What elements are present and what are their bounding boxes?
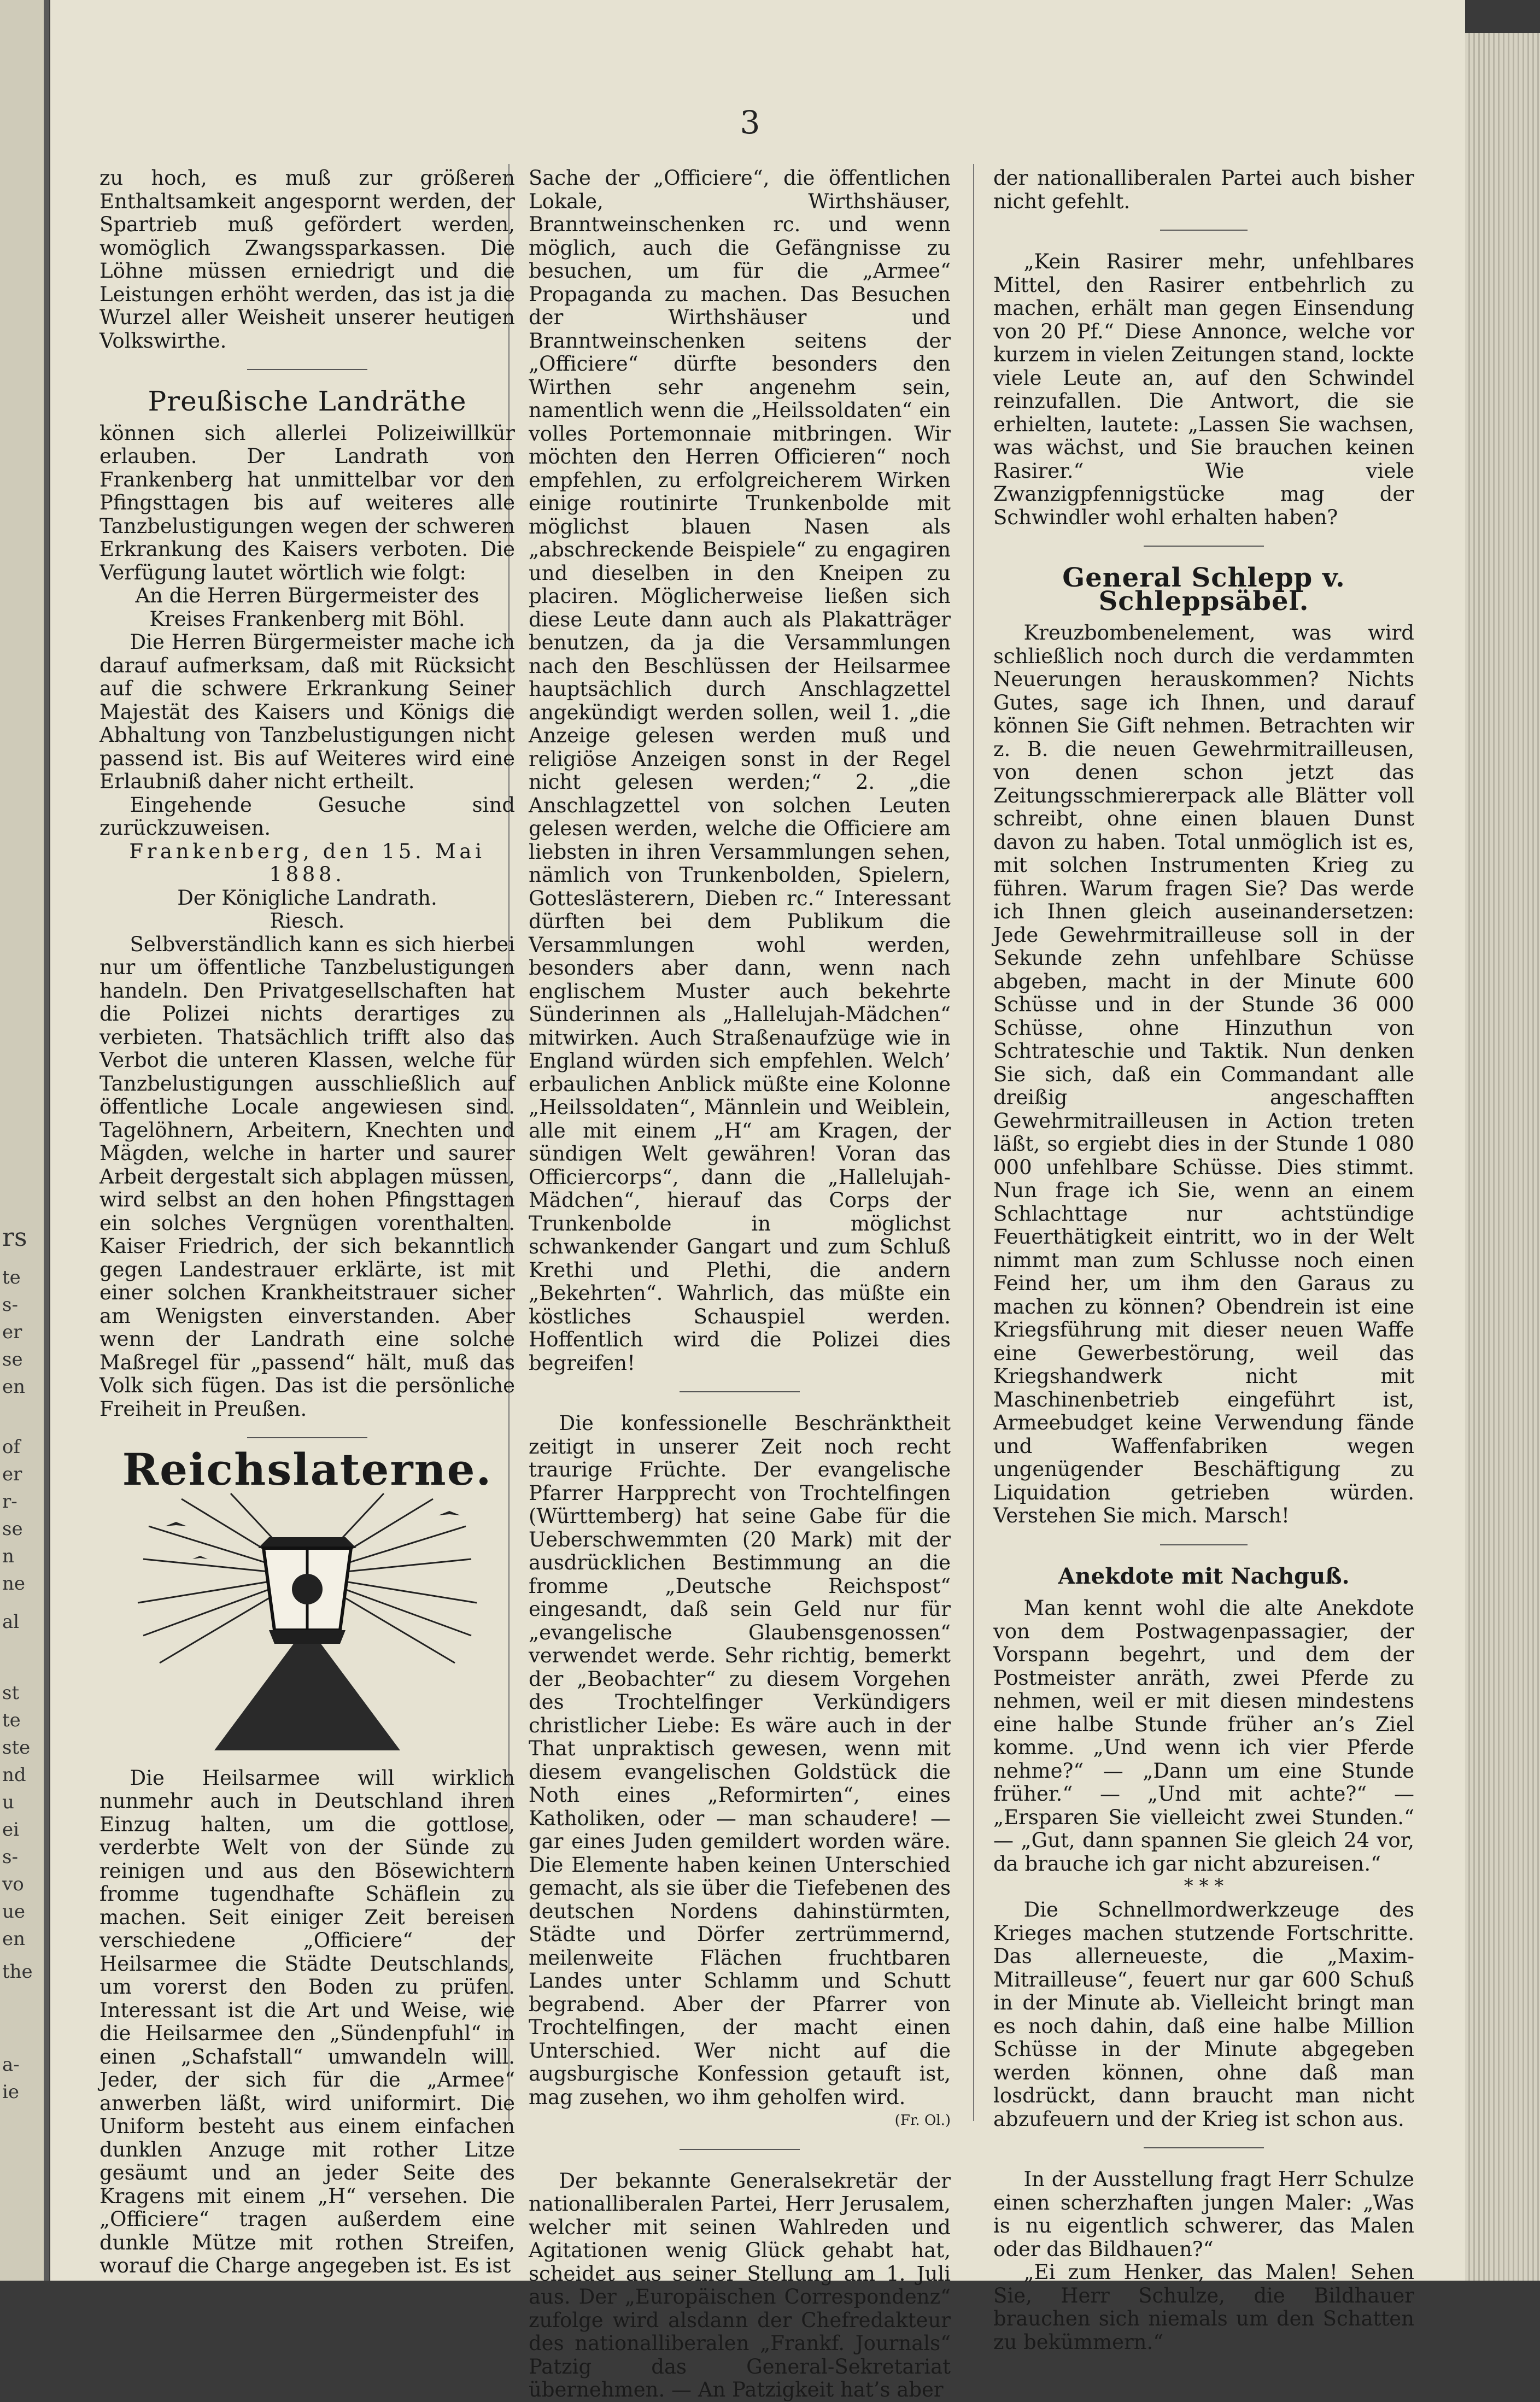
left-fragment: s- — [2, 1846, 18, 1868]
left-fragment: se — [2, 1518, 23, 1540]
lantern-illustration — [132, 1493, 482, 1750]
left-fragment: ie — [2, 2081, 19, 2103]
separator — [1160, 230, 1248, 231]
separator — [247, 1437, 367, 1438]
landraethe-signature: Riesch. — [270, 909, 345, 933]
separator — [247, 369, 367, 370]
left-fragment: ei — [2, 1819, 19, 1841]
headline-landraethe: Preußische Landräthe — [148, 385, 467, 417]
jerusalem-paragraph: Der bekannte Generalsekretär der nationalliberalen Partei, Herr Jerusalem, welcher mit seinen Wahlreden und Agitationen wenig Glück gehabt hat, scheidet aus seiner Stellung am 1. Juli aus. Der „Europäischen Correspondenz“ zufolge wird alsdann der Chefredakteur des nationalliberalen „Frankf. Journals“ Patzig das General-Sekretariat übernehmen. — An Patzigkeit hat’s aber — [529, 2169, 951, 2401]
left-fragment: n — [2, 1545, 14, 1567]
left-fragment: al — [2, 1611, 20, 1633]
left-fragment: the — [2, 1961, 33, 1983]
separator — [680, 1391, 800, 1392]
rasirer-paragraph: „Kein Rasirer mehr, unfehlbares Mittel, den Rasirer entbehrlich zu machen, erhält man gegen Einsendung von 20 Pf.“ Diese Annonce, welche vor kurzem in vielen Zeitungen stand, lockte viele Leute an, auf den Schwindel reinzufallen. Die Antwort, die sie erhielten, lautete: „Lassen Sie wachsen, was wächst, und Sie brauchen keinen Rasirer.“ Wie viele Zwanzigpfennigstücke mag der Schwindler wohl erhalten haben? — [993, 250, 1414, 529]
left-fragment: ne — [2, 1573, 26, 1595]
stars-divider: * * * — [1184, 1875, 1224, 1897]
page-number: 3 — [740, 104, 760, 141]
left-fragment: s- — [2, 1294, 18, 1316]
headline-anekdote: Anekdote mit Nachguß. — [1058, 1563, 1350, 1589]
left-fragment: en — [2, 1376, 26, 1398]
heilsarmee-paragraph: Die Heilsarmee will wirklich nunmehr auch in Deutschland ihren Einzug halten, um die gottlose, verderbte Welt von der Sünde zu reinigen und aus den Bösewichtern fromme tugendhafte Schäflein zu machen. Seit einiger Zeit bereisen verschiedene „Officiere“ der Heilsarmee die Städte Deutschlands, um vorerst den Boden zu prüfen. Interessant ist die Art und Weise, wie die Heilsarmee den „Sündenpfuhl“ in einen „Schafstall“ umwandeln will. Jeder, der sich für die „Armee“ anwerben läßt, wird uniformirt. Die Uniform besteht aus einem einfachen dunklen Anzuge mit rother Litze gesäumt und an jeder Seite des Kragens mit einem „H“ versehen. Die „Officiere“ tragen außerdem eine dunkle Mütze mit rothen Streifen, worauf die Charge angegeben ist. Es ist — [99, 1766, 515, 2277]
headline-reichslaterne: Reichslaterne. — [122, 1444, 493, 1495]
left-fragment: se — [2, 1349, 23, 1370]
landraethe-date: Frankenberg, den 15. Mai 1888. — [129, 839, 485, 886]
column-3 — [993, 167, 1414, 2354]
left-fragment: nd — [2, 1764, 26, 1786]
jerusalem-continued: der nationalliberalen Partei auch bisher nicht gefehlt. — [993, 166, 1414, 213]
separator — [1144, 546, 1264, 547]
landraethe-signature-title: Der Königliche Landrath. — [177, 886, 437, 910]
left-fragment: te — [2, 1709, 21, 1731]
schulze-question: In der Ausstellung fragt Herr Schulze einen scherzhaften jungen Maler: „Was is nu eigentlich schwerer, das Malen oder das Bildhauen?“ — [993, 2167, 1414, 2261]
landraethe-decree: Die Herren Bürgermeister mache ich darauf aufmerksam, daß mit Rücksicht auf die schwere Erkrankung Seiner Majestät des Kaisers und Königs die Abhaltung von Tanzbelustigungen nicht passend ist. Bis auf Weiteres wird eine Erlaubniß daher nicht ertheilt. — [99, 630, 515, 793]
left-fragment: vo — [2, 1873, 24, 1895]
left-fragment: u — [2, 1791, 14, 1813]
left-fragment: of — [2, 1436, 21, 1458]
separator — [1160, 1544, 1248, 1545]
left-fragment: a- — [2, 2054, 20, 2076]
left-fragment: st — [2, 1682, 20, 1704]
mitrailleuse-paragraph: Die Schnellmordwerkzeuge des Krieges machen stutzende Fortschritte. Das allerneueste, die „Maxim-Mitrailleuse“, feuert nur gar 600 Schuß in der Minute ab. Vielleicht bringt man es noch dahin, daß eine halbe Million Schüsse in der Minute abgegeben werden können, ohne daß man losdrückt, dann braucht man nicht abzufeuern und der Krieg ist schon aus. — [993, 1898, 1414, 2131]
left-fragment: ue — [2, 1901, 26, 1923]
schulze-answer: „Ei zum Henker, das Malen! Sehen Sie, Herr Schulze, die Bildhauer brauchen sich niemals um den Schatten zu bekümmern.“ — [993, 2260, 1414, 2354]
landraethe-decree-note: Eingehende Gesuche sind zurückzuweisen. — [99, 793, 515, 840]
landraethe-lead: können sich allerlei Polizeiwillkür erlauben. Der Landrath von Frankenberg hat unmittelbar vor den Pfingsttagen bis auf weiteres alle Tanzbelustigungen wegen der schweren Erkrankung des Kaisers verboten. Die Verfügung lautet wörtlich wie folgt: — [99, 421, 515, 584]
anekdote-paragraph: Man kennt wohl die alte Anekdote von dem Postwagenpassagier, der Vorspann begehrt, und dem der Postmeister anräth, zwei Pferde zu nehmen, weil er mit diesen mindestens eine halbe Stunde früher an’s Ziel komme. „Und wenn ich vier Pferde nehme?“ — „Dann um eine Stunde früher.“ — „Und mit achte?“ — „Ersparen Sie vielleicht zwei Stunden.“ — „Gut, dann spannen Sie gleich 24 vor, da brauche ich gar nicht abzureisen.“ — [993, 1596, 1414, 1876]
schlepp-paragraph: Kreuzbombenelement, was wird schließlich noch durch die verdammten Neuerungen herauskommen? Nichts Gutes, sage ich Ihnen, und darauf können Sie Gift nehmen. Betrachten wir z. B. die neuen Gewehrmitrailleusen, von denen schon jetzt das Zeitungsschmiererpack alle Blätter voll schreibt, ohne einen blauen Dunst davon zu haben. Total unmöglich ist es, mit solchen Instrumenten Krieg zu führen. Warum fragen Sie? Das werde ich Ihnen gleich auseinandersetzen: Jede Gewehrmitrailleuse soll in der Sekunde zehn unfehlbare Schüsse abgeben, macht in der Minute 600 Schüsse und in der Stunde 36 000 Schüsse, ohne Hinzuthun von Schtrateschie und Taktik. Nun denken Sie sich, daß ein Commandant alle dreißig angeschafften Gewehrmitrailleusen in Action treten läßt, so ergiebt dies in der Stunde 1 080 000 unfehlbare Schüsse. Dies stimmt. Nun frage ich Sie, wenn an einem Schlachttage nur achtstündige Feuerthätigkeit eintritt, wo in der Welt nimmt man zum Schlusse noch einen Feind her, um ihm den Garaus zu machen zu können? Obendrein ist eine Kriegsführung mit dieser neuen Waffe eine Gewerbestörung, weil das Kriegshandwerk nicht mit Maschinenbetrieb eingeführt ist, Armeebudget keine Verwendung fände und Waffenfabriken wegen ungenügender Beschäftigung zu Liquidation getrieben würden. Verstehen Sie mich. Marsch! — [993, 621, 1414, 1527]
left-fragment: er — [2, 1321, 22, 1343]
konfession-paragraph: Die konfessionelle Beschränktheit zeitigt in unserer Zeit noch recht traurige Früchte. Der evangelische Pfarrer Harpprecht von Trochtelfingen (Württemberg) hat seine Gabe für die Ueberschwemmten (20 Mark) mit der ausdrücklichen Bestimmung an die fromme „Deutsche Reichspost“ eingesandt, daß sein Geld nur für „evangelische Glaubensgenossen“ verwendet werde. Sehr richtig, bemerkt der „Beobachter“ zu diesem Vorgehen des Trochtelfinger Verkündigers christlicher Liebe: Es wäre auch in der That unpraktisch gewesen, wenn mit diesem evangelischen Goldstück die Noth eines „Reformirten“, eines Katholiken, oder — man schaudere! — gar eines Juden gemildert worden wäre. Die Elemente haben keinen Unterschied gemacht, als sie über die Tiefebenen des deutschen Nordens dahinstürmten, Städte und Dörfer zertrümmernd, meilenweite Flächen fruchtbaren Landes unter Schlamm und Schutt begrabend. Aber der Pfarrer von Trochtelfingen, der macht einen Unterschied. Wer nicht auf die augsburgische Konfession getauft ist, mag zusehen, wo ihm geholfen wird. — [529, 1411, 951, 2109]
heilsarmee-continued: Sache der „Officiere“, die öffentlichen Lokale, Wirthshäuser, Branntweinschenken rc. und wenn möglich, auch die Gefängnisse zu besuchen, um für die „Armee“ Propaganda zu machen. Das Besuchen der Wirthshäuser und Branntweinschenken seitens der „Officiere“ dürfte besonders den Wirthen sehr angenehm sein, namentlich wenn die „Heilssoldaten“ ein volles Portemonnaie mitbringen. Wir möchten den Herren Officieren“ noch empfehlen, zu erfolgreicherem Wirken einige routinirte Trunkenbolde mit möglichst blauen Nasen als „abschreckende Beispiele“ zu engagiren und dieselben in den Kneipen zu placiren. Möglicherweise ließen sich diese Leute dann auch als Plakatträger benutzen, da ja die Versammlungen nach den Beschlüssen der Heilsarmee hauptsächlich durch Anschlagzettel angekündigt werden sollen, weil 1. „die Anzeige gelesen werden muß und religiöse Anzeigen sonst in der Regel nicht gelesen werden;“ 2. „die Anschlagzettel von solchen Leuten gelesen werden, welche die Officiere am liebsten in ihren Versammlungen sehen, nämlich von Trunkenbolden, Spielern, Gotteslästerern, Dieben rc.“ Interessant dürften bei dem Publikum die Versammlungen wohl werden, besonders aber dann, wenn nach englischem Muster auch bekehrte Sünderinnen als „Hallelujah-Mädchen“ mitwirken. Auch Straßenaufzüge wie in England würden sich empfehlen. Welch’ erbaulichen Anblick müßte eine Kolonne „Heilssoldaten“, Männlein und Weiblein, alle mit einem „H“ am Kragen, der sündigen Welt gewähren! Voran das Officiercorps“, dann die „Hallelujah-Mädchen“, hierauf das Corps der Trunkenbolde in möglichst schwankender Gangart und zum Schluß Krethi und Plethi, die andern „Bekehrten“. Wahrlich, das müßte ein köstliches Schauspiel werden. Hoffentlich wird die Polizei dies begreifen! — [529, 166, 951, 1375]
intro-paragraph: zu hoch, es muß zur größeren Enthaltsamkeit angespornt werden, der Spartrieb muß gefördert werden, womöglich Zwangssparkassen. Die Löhne müssen erniedrigt und die Leistungen erhöht werden, das ist ja die Wurzel aller Weisheit unserer heutigen Volkswirthe. — [99, 166, 515, 353]
column-2: Sache der „Officiere“, die öffentlichen Lokale, Wirthshäuser, Branntweinschenken rc. und wenn möglich, auch die Gefängnisse zu besuchen, um für die „Armee“ Propaganda zu machen. Das Besuchen der Wirthshäuser und Branntweinschenken seitens der „Officiere“ dürfte besonders den Wirthen sehr angenehm sein, namentlich wenn die „Heilssoldaten“ ein volles Portemonnaie mitbringen. Wir möchten den Herren Officieren“ noch empfehlen, zu erfolgreicherem Wirken einige routinirte Trunkenbolde mit möglichst blauen Nasen als „abschreckende Beispiele“ zu engagiren und dieselben in den Kneipen zu placiren. Möglicherweise ließen sich diese Leute dann auch als Plakatträger benutzen, da ja die Versammlungen nach den Beschlüssen der Heilsarmee hauptsächlich durch Anschlagzettel angekündigt werden sollen, weil 1. „die Anzeige gelesen werden muß und religiöse Anzeigen sonst in der Regel nicht gelesen werden;“ 2. „die Anschlagzettel von solchen Leuten gelesen werden, welche die Officiere am liebsten in ihren Versammlungen sehen, nämlich von Trunkenbolden, Spielern, Gotteslästerern, Dieben rc.“ Interessant dürften bei dem Publikum die Versammlungen wohl werden, besonders aber dann, wenn nach englischem Muster auch bekehrte Sünderinnen als „Hallelujah-Mädchen“ mitwirken. Auch Straßenaufzüge wie in England würden sich empfehlen. Welch’ erbaulichen Anblick müßte eine Kolonne „Heilssoldaten“, Männlein und Weiblein, alle mit einem „H“ am Kragen, der sündigen Welt gewähren! Voran das Officiercorps“, dann die „Hallelujah-Mädchen“, hierauf das Corps der Trunkenbolde in möglichst schwankender Gangart und zum Schluß Krethi und Plethi, die andern „Bekehrten“. Wahrlich, das müßte ein köstliches Schauspiel werden. Hoffentlich wird die Polizei dies begreifen! Die konfessionelle Beschränktheit zeitigt in unserer Zeit noch recht traurige Früchte. Der evangelische Pfarrer Harpprecht von Trochtelfingen (Württemberg) hat seine Gabe für die Ueberschwemmten (20 Mark) mit der ausdrücklichen Bestimmung an die fromme „Deutsche Reichspost“ eingesandt, daß sein Geld nur für „evangelische Glaubensgenossen“ verwendet werde. Sehr richtig, bemerkt der „Beobachter“ zu diesem Vorgehen des Trochtelfinger Verkündigers christlicher Liebe: Es wäre auch in der That unpraktisch gewesen, wenn mit diesem evangelischen Goldstück die Noth eines „Reformirten“, eines Katholiken, oder — man schaudere! — gar eines Juden gemildert worden wäre. Die Elemente haben keinen Unterschied gemacht, als sie über die Tiefebenen des deutschen Nordens dahinstürmten, Städte und Dörfer zertrümmernd, meilenweite Flächen fruchtbaren Landes unter Schlamm und Schutt begrabend. Aber der Pfarrer von Trochtelfingen, der macht einen Unterschied. Wer nicht auf die augsburgische Konfession getauft ist, mag zusehen, wo ihm geholfen wird. (Fr. Ol.) Der bekannte Generalsekretär der nationalliberalen Partei, Herr Jerusalem, welcher mit seinen Wahlreden und Agitationen wenig Glück gehabt hat, scheidet aus seiner Stellung am 1. Juli aus. Der „Europäischen Correspondenz“ zufolge wird alsdann der Chefredakteur des nationalliberalen „Frankf. Journals“ Patzig das General-Sekretariat übernehmen. — An Patzigkeit hat’s aber — [529, 166, 951, 2401]
left-fragment: ste — [2, 1737, 31, 1759]
left-fragment: er — [2, 1463, 22, 1485]
column-rule — [973, 164, 974, 2121]
left-fragment: en — [2, 1928, 26, 1950]
column-1 — [50, 167, 520, 2278]
left-page-edge — [0, 0, 49, 2281]
left-fragment: te — [2, 1267, 21, 1288]
left-fragment: r- — [2, 1491, 17, 1513]
headline-schlepp: General Schlepp v. Schleppsäbel. — [1062, 563, 1345, 617]
separator — [1144, 2147, 1264, 2148]
page-stack-edges — [1465, 33, 1540, 2281]
separator — [680, 2149, 800, 2150]
landraethe-address: An die Herren Bürgermeister des Kreises Frankenberg mit Böhl. — [135, 584, 479, 631]
left-fragment: rs — [2, 1222, 27, 1252]
newspaper-page — [50, 0, 1465, 2401]
landraethe-commentary: Selbverständlich kann es sich hierbei nur um öffentliche Tanzbelustigungen handeln. Den Privatgesellschaften hat die Polizei nichts derartiges zu verbieten. Thatsächlich trifft also das Verbot die unteren Klassen, welche für Tanzbelustigungen ausschließlich auf öffentliche Locale angewiesen sind. Tagelöhnern, Arbeitern, Knechten und Mägden, welche in harter und saurer Arbeit dergestalt sich abplagen müssen, wird selbst an den hohen Pfingsttagen ein solches Vergnügen vorenthalten. Kaiser Friedrich, der sich bekanntlich gegen Landestrauer erklärte, ist mit einer solchen Krankheitstrauer sicher am Wenigsten einverstanden. Aber wenn der Landrath eine solche Maßregel für „passend“ hält, muß das Volk sich fügen. Das ist die persönliche Freiheit in Preußen. — [99, 932, 515, 1421]
